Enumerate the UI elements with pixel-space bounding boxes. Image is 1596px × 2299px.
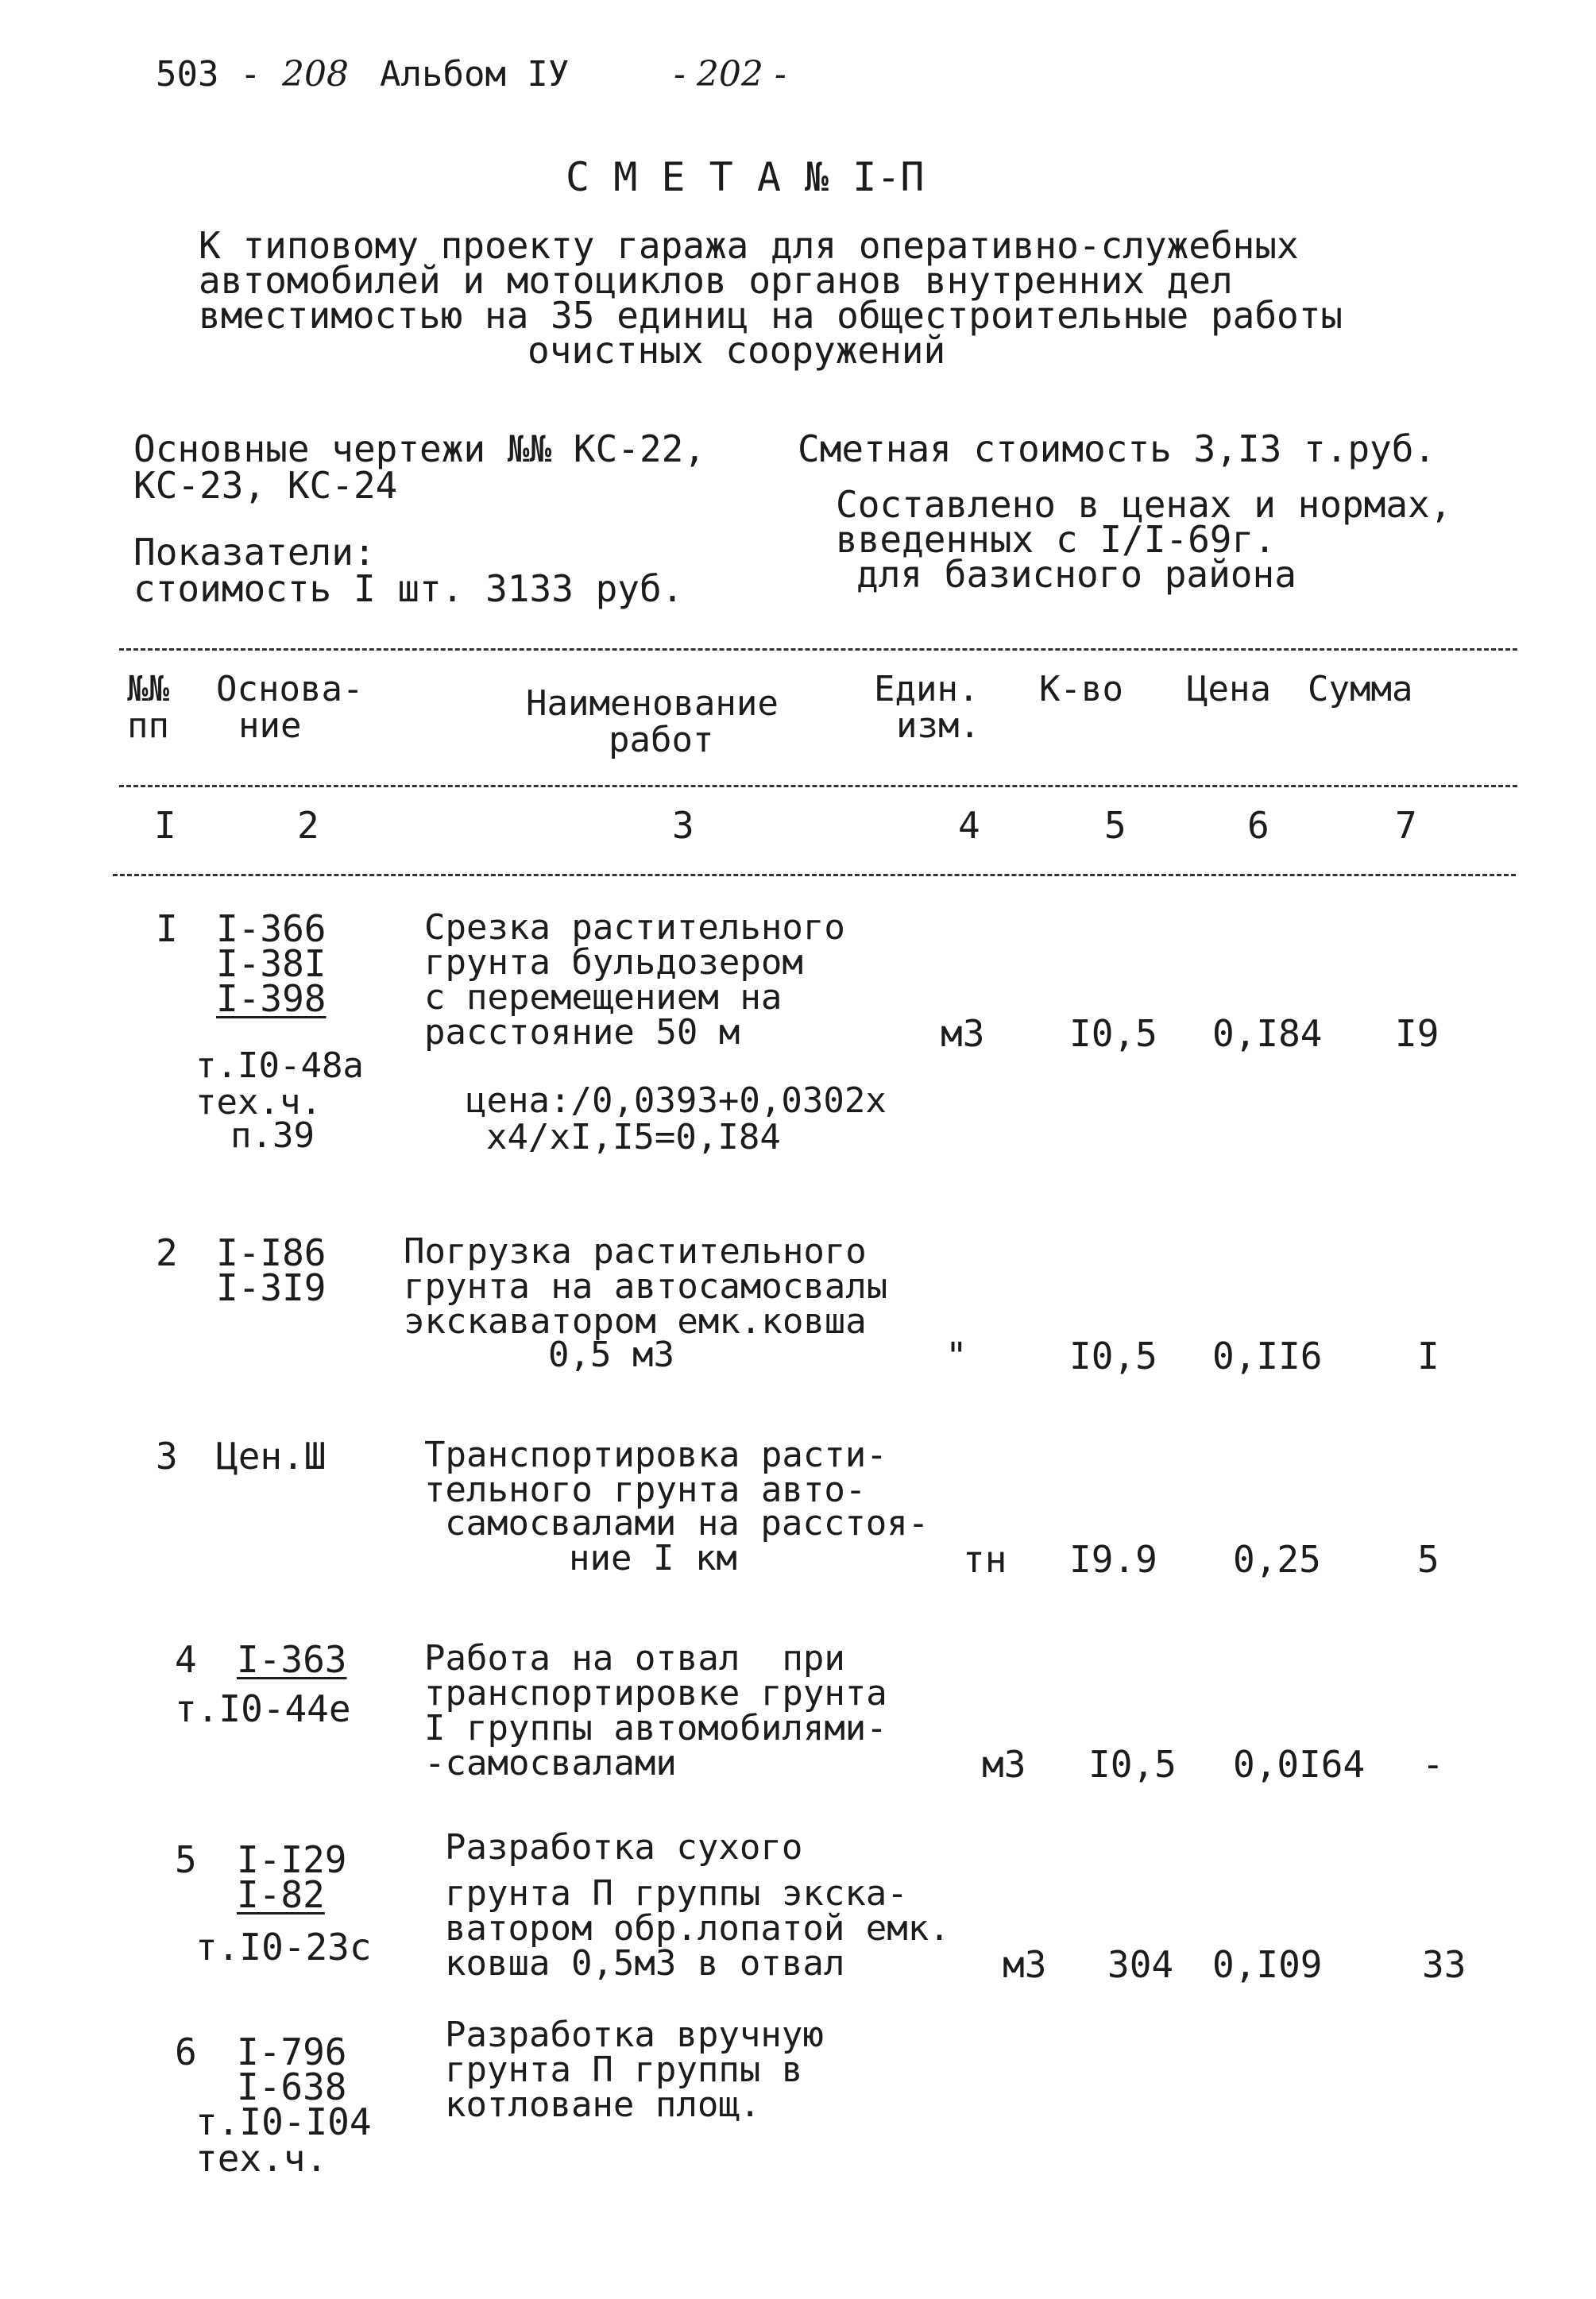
row-price: 0,25 xyxy=(1233,1538,1321,1581)
row-price: 0,0I64 xyxy=(1233,1743,1366,1786)
row-unit: тн xyxy=(963,1538,1007,1581)
row-basis: т.I0-I04 xyxy=(195,2100,372,2143)
row-sum: I9 xyxy=(1395,1012,1439,1055)
table-rule-numbers xyxy=(113,874,1516,876)
header-num: пп xyxy=(127,705,169,746)
header-sum: Сумма xyxy=(1308,669,1413,709)
header-unit: изм. xyxy=(896,705,980,746)
row-name: ние I км xyxy=(569,1538,737,1578)
header-unit: Един. xyxy=(874,669,980,709)
estimated-cost: Сметная стоимость 3,I3 т.руб. xyxy=(798,427,1436,470)
row-name: Срезка растительного xyxy=(424,907,845,948)
row-num: 3 xyxy=(156,1435,178,1478)
row-name: I группы автомобилями- xyxy=(424,1708,887,1748)
column-number: 2 xyxy=(297,804,319,847)
subtitle-line: К типовому проекту гаража для оперативно-служебных xyxy=(199,224,1299,267)
row-basis: I-3I9 xyxy=(216,1266,327,1309)
row-basis: I-398 xyxy=(216,977,327,1020)
row-unit: м3 xyxy=(941,1012,985,1055)
row-name: Работа на отвал при xyxy=(424,1638,845,1679)
row-sum: - xyxy=(1422,1743,1444,1786)
row-note: цена:/0,0393+0,0302х xyxy=(466,1080,887,1121)
row-note: х4/хI,I5=0,I84 xyxy=(486,1117,781,1157)
row-basis: I-I86 xyxy=(216,1231,327,1274)
row-qty: 304 xyxy=(1107,1943,1174,1986)
unit-cost: стоимость I шт. 3133 руб. xyxy=(133,567,684,610)
row-sum: I xyxy=(1417,1335,1439,1377)
row-name: Погрузка растительного xyxy=(404,1231,867,1272)
row-basis: т.I0-48а xyxy=(195,1045,364,1086)
row-basis: тех.ч. xyxy=(195,1082,322,1122)
row-num: 6 xyxy=(175,2030,197,2073)
row-name: -самосвалами xyxy=(424,1743,677,1783)
row-name: Разработка сухого xyxy=(445,1827,803,1868)
row-basis: Цен.Ш xyxy=(216,1435,327,1478)
header-qty: К-во xyxy=(1039,669,1123,709)
header-basis: ние xyxy=(238,705,302,746)
prices-line: введенных с I/I-69г. xyxy=(836,518,1276,561)
series-number-hand: 208 xyxy=(281,54,349,95)
row-name: грунта П группы в xyxy=(445,2050,803,2090)
row-name: котловане площ. xyxy=(445,2085,761,2125)
row-price: 0,I09 xyxy=(1212,1943,1323,1986)
table-rule-top xyxy=(119,648,1517,651)
header-price: Цена xyxy=(1187,669,1271,709)
row-basis: т.I0-44е xyxy=(175,1687,351,1730)
page-number: - 202 - xyxy=(674,54,786,95)
row-basis: тех.ч. xyxy=(195,2137,328,2180)
row-price: 0,II6 xyxy=(1212,1335,1323,1377)
row-sum: 33 xyxy=(1422,1943,1467,1986)
row-name: с перемещением на xyxy=(424,977,783,1018)
header-num: №№ xyxy=(127,669,169,709)
column-number: 3 xyxy=(672,804,694,847)
row-name: экскаватором емк.ковша xyxy=(404,1301,867,1342)
row-basis: I-638 xyxy=(237,2065,347,2108)
header-name: Наименование xyxy=(526,683,779,724)
column-number: 7 xyxy=(1395,804,1417,847)
column-number: 6 xyxy=(1247,804,1269,847)
document-title: С М Е Т А № I-П xyxy=(566,154,925,200)
row-name: самосвалами на расстоя- xyxy=(445,1503,929,1544)
album-label: Альбом IУ xyxy=(380,54,570,95)
row-unit: " xyxy=(945,1335,968,1377)
prices-line: для базисного района xyxy=(856,553,1297,596)
column-number: I xyxy=(154,804,176,847)
subtitle-line: очистных сооружений xyxy=(527,329,946,372)
row-name: транспортировке грунта xyxy=(424,1673,887,1714)
row-num: 4 xyxy=(175,1638,197,1681)
indicators-label: Показатели: xyxy=(133,531,376,574)
table-rule-header xyxy=(119,785,1517,787)
row-name: ватором обр.лопатой емк. xyxy=(445,1908,950,1949)
row-name: грунта бульдозером xyxy=(424,942,803,983)
subtitle-line: автомобилей и мотоциклов органов внутренних дел xyxy=(199,259,1233,302)
row-name: тельного грунта авто- xyxy=(424,1470,867,1510)
subtitle-line: вместимостью на 35 единиц на общестроительные работы xyxy=(199,294,1343,337)
row-basis: I-363 xyxy=(237,1638,347,1681)
row-name: грунта П группы экска- xyxy=(445,1873,908,1914)
header-name: работ xyxy=(609,720,714,760)
row-name: Транспортировка расти- xyxy=(424,1435,887,1475)
row-basis: I-I29 xyxy=(237,1838,347,1881)
drawings-line: КС-23, КС-24 xyxy=(133,464,398,507)
row-name: 0,5 м3 xyxy=(548,1335,674,1375)
row-num: I xyxy=(156,907,178,950)
row-basis: п.39 xyxy=(230,1115,315,1156)
row-basis: т.I0-23с xyxy=(195,1926,372,1969)
row-name: расстояние 50 м xyxy=(424,1012,740,1053)
series-number: 503 - 208 xyxy=(156,54,349,95)
row-num: 2 xyxy=(156,1231,178,1274)
row-name: ковша 0,5м3 в отвал xyxy=(445,1943,845,1984)
row-name: грунта на автосамосвалы xyxy=(404,1266,888,1307)
header-basis: Основа- xyxy=(216,669,364,709)
row-basis: I-82 xyxy=(237,1873,325,1916)
row-num: 5 xyxy=(175,1838,197,1881)
drawings-line: Основные чертежи №№ КС-22, xyxy=(133,427,706,470)
row-qty: I9.9 xyxy=(1069,1538,1157,1581)
row-qty: I0,5 xyxy=(1069,1335,1157,1377)
row-unit: м3 xyxy=(982,1743,1026,1786)
row-price: 0,I84 xyxy=(1212,1012,1323,1055)
row-sum: 5 xyxy=(1417,1538,1439,1581)
row-qty: I0,5 xyxy=(1069,1012,1157,1055)
prices-line: Составлено в ценах и нормах, xyxy=(836,483,1452,526)
row-basis: I-796 xyxy=(237,2030,347,2073)
row-unit: м3 xyxy=(1003,1943,1047,1986)
row-basis: I-366 xyxy=(216,907,327,950)
column-number: 4 xyxy=(958,804,980,847)
row-qty: I0,5 xyxy=(1088,1743,1177,1786)
column-number: 5 xyxy=(1104,804,1126,847)
row-basis: I-38I xyxy=(216,942,327,985)
row-name: Разработка вручную xyxy=(445,2015,824,2055)
